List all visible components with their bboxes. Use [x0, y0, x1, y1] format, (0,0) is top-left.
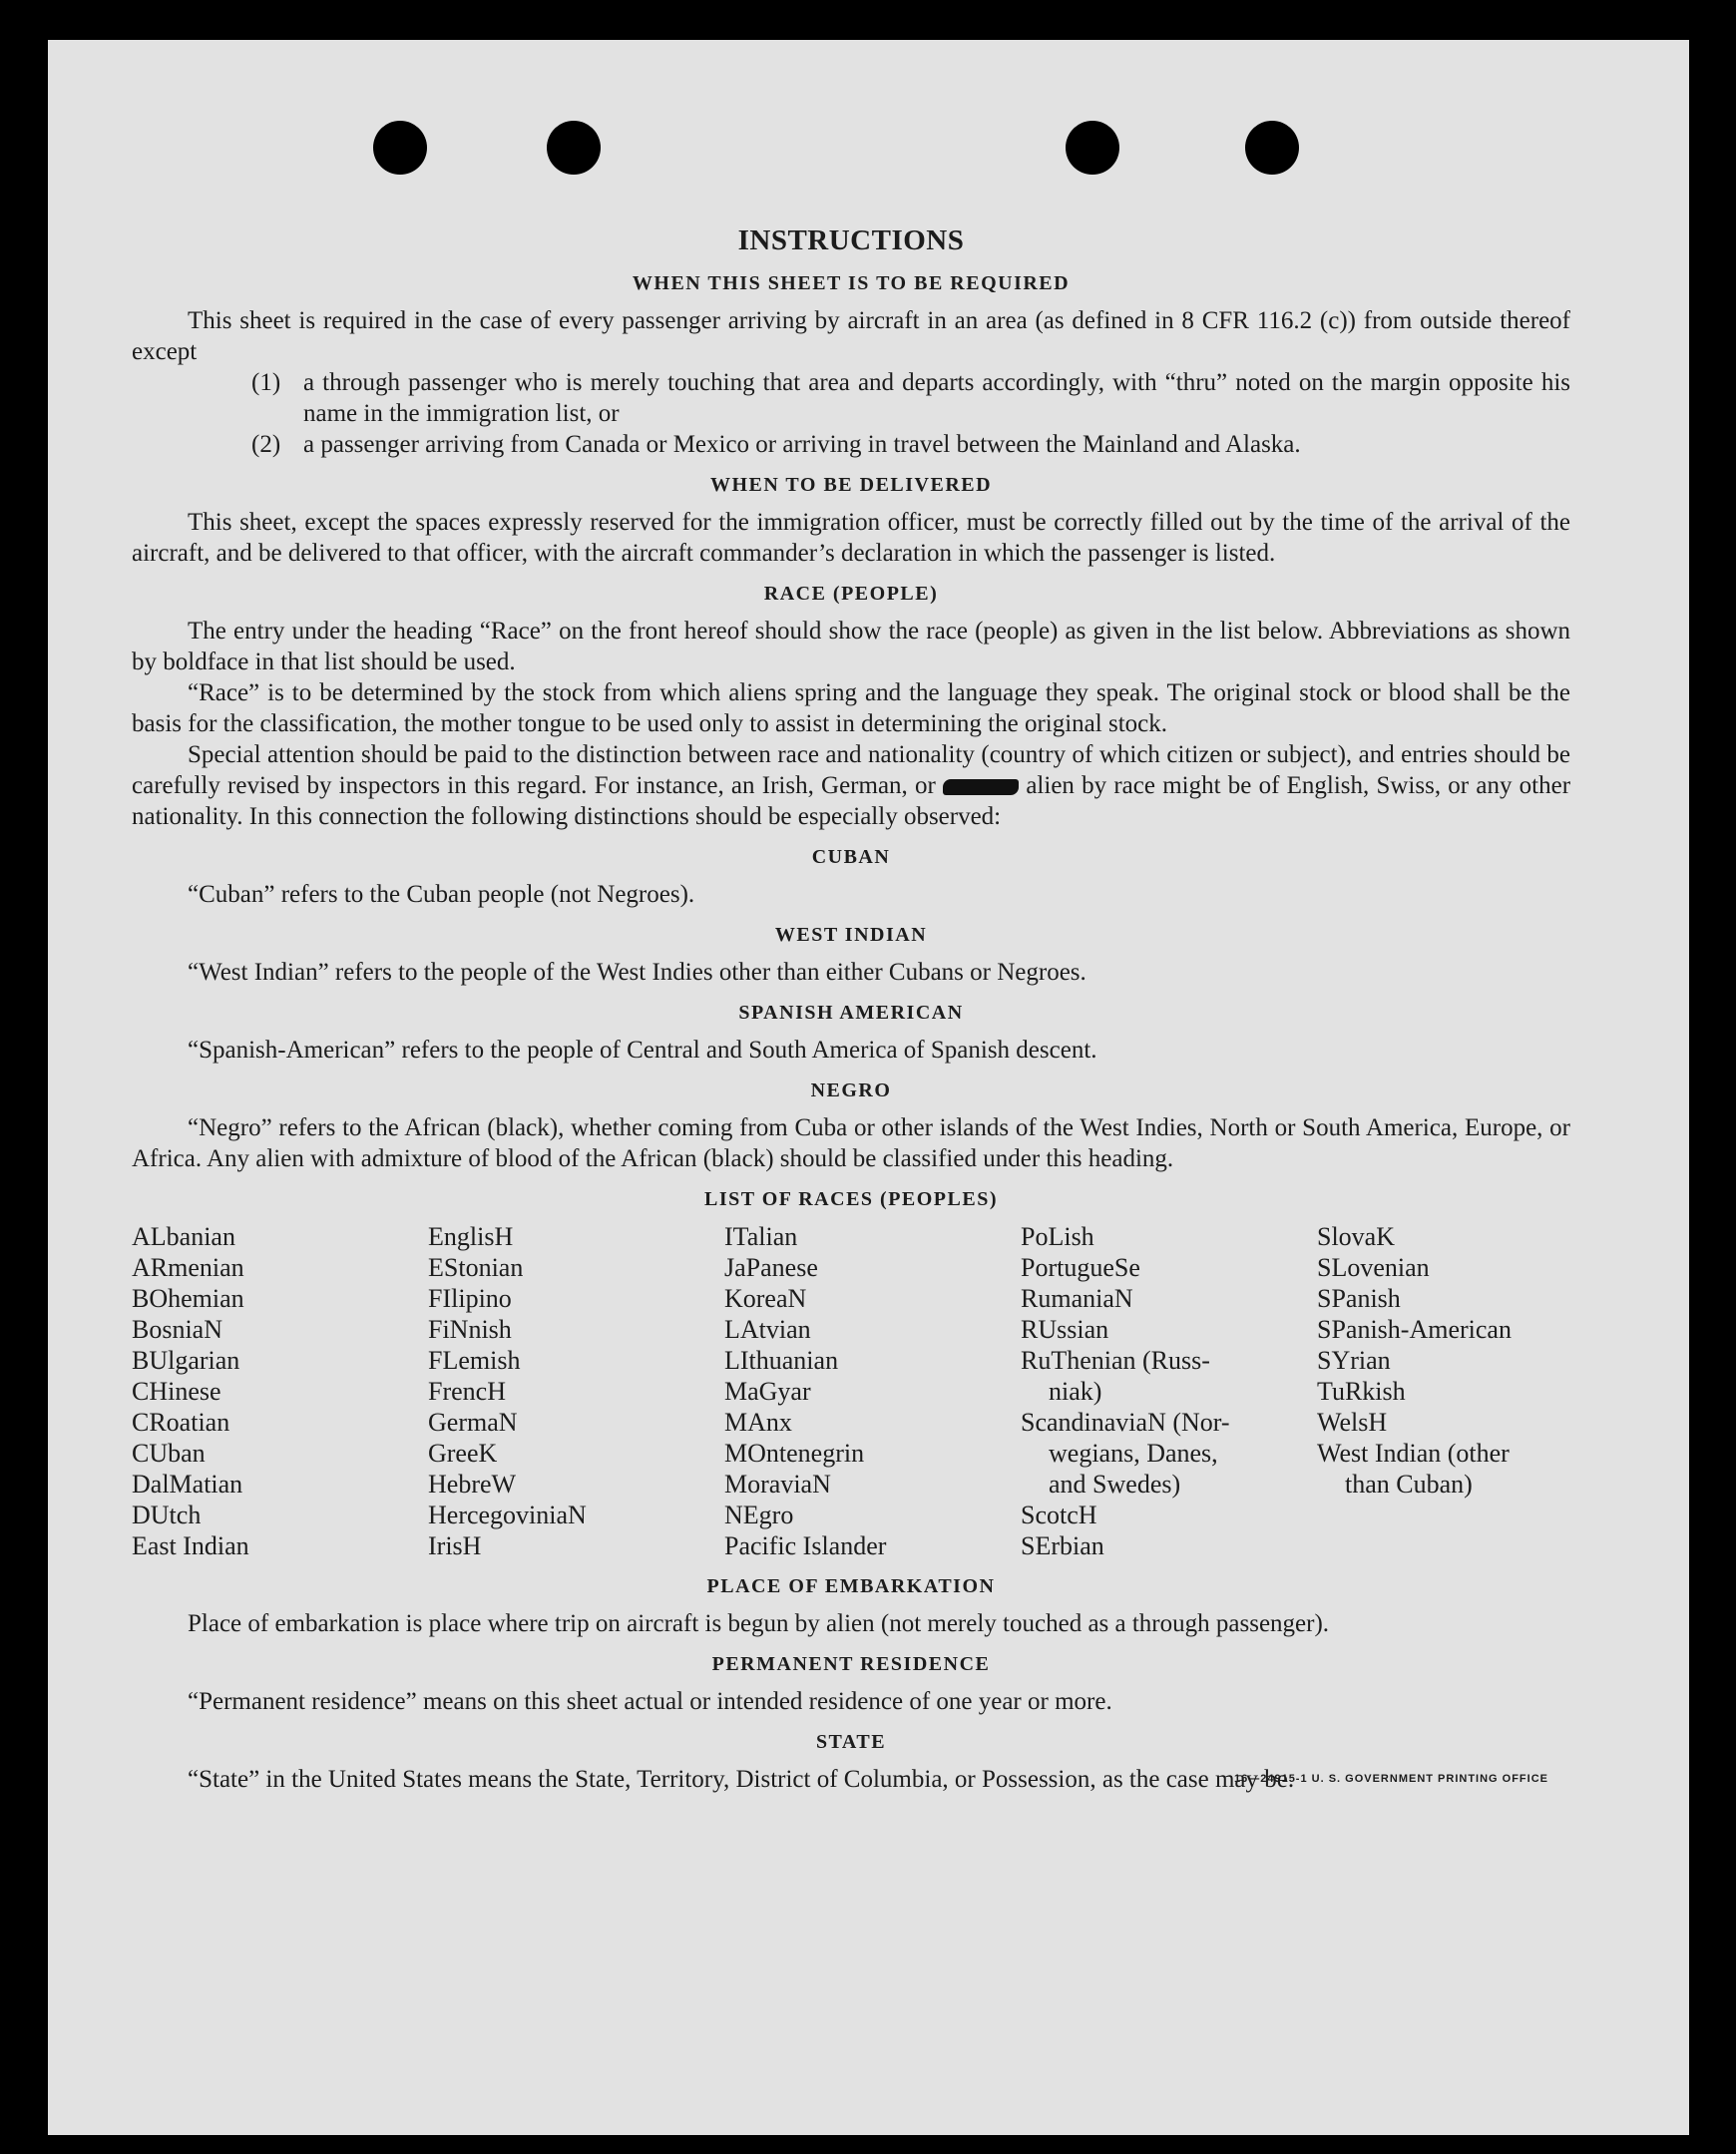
races-column: [428, 1221, 724, 1561]
races-column: [132, 1221, 428, 1561]
race-entry: MAnx: [724, 1408, 792, 1437]
race-entry: KoreaN: [724, 1284, 807, 1313]
race-entry-continued: niak): [1049, 1377, 1102, 1406]
race-paragraph-2: “Race” is to be determined by the stock from which aliens spring and the language they speak. The original stock or blood shall be the basis for the classification, the mother tongue to be used only to assist in determining the original stock.: [132, 679, 1570, 737]
heading-state: STATE: [815, 1731, 887, 1753]
heading-when-delivered: WHEN TO BE DELIVERED: [709, 474, 993, 496]
race-paragraph-3: [132, 739, 1570, 832]
race-entry: HercegoviniaN: [428, 1501, 587, 1529]
race-entry: ITalian: [724, 1222, 798, 1251]
punch-hole: [1066, 121, 1119, 175]
race-paragraph-1: The entry under the heading “Race” on the front hereof should show the race (people) as given in the list below. Abbreviations as shown by boldface in that list should be used.: [132, 618, 1570, 675]
heading-race: RACE (PEOPLE): [763, 583, 939, 605]
race-entry: SPanish-American: [1317, 1315, 1512, 1344]
document-sheet: [48, 40, 1689, 2135]
races-column: [1317, 1221, 1613, 1561]
when-delivered-text: This sheet, except the spaces expressly reserved for the immigration officer, must be correctly filled out by the time of the arrival of the aircraft, and be delivered to that officer, with the aircraft commander’s declaration in which the passenger is listed.: [132, 509, 1570, 567]
heading-permanent-residence: PERMANENT RESIDENCE: [711, 1653, 991, 1675]
embarkation-text: Place of embarkation is place where trip on aircraft is begun by alien (not merely touched as a through passenger).: [188, 1610, 1330, 1637]
race-entry: GermaN: [428, 1408, 518, 1437]
item-number: (2): [251, 431, 281, 458]
race-entry: ScandinaviaN (Nor-: [1021, 1408, 1230, 1437]
race-entry: NEgro: [724, 1501, 794, 1529]
list-item: [132, 429, 1570, 460]
race-entry: WelsH: [1317, 1408, 1388, 1437]
race-entry: SlovaK: [1317, 1222, 1395, 1251]
race-entry: PoLish: [1021, 1222, 1094, 1251]
race-entry: FLemish: [428, 1346, 521, 1375]
race-entry: LAtvian: [724, 1315, 811, 1344]
race-entry: MOntenegrin: [724, 1439, 865, 1468]
race-entry: Pacific Islander: [724, 1531, 887, 1560]
race-entry: GreeK: [428, 1439, 498, 1468]
race-entry: SErbian: [1021, 1531, 1104, 1560]
item-text: a passenger arriving from Canada or Mexico or arriving in travel between the Mainland and Alaska.: [303, 431, 1301, 458]
heading-negro: NEGRO: [810, 1079, 892, 1101]
printer-imprint: 16—24915-1 U. S. GOVERNMENT PRINTING OFFICE: [1233, 1773, 1548, 1785]
cuban-text: “Cuban” refers to the Cuban people (not Negroes).: [188, 881, 695, 908]
race-entry: FIlipino: [428, 1284, 512, 1313]
instructions-text: [132, 225, 1570, 1795]
race-entry: TuRkish: [1317, 1377, 1406, 1406]
residence-text: “Permanent residence” means on this sheet actual or intended residence of one year or more.: [188, 1688, 1112, 1715]
race-entry: BosniaN: [132, 1315, 222, 1344]
race-entry: BUlgarian: [132, 1346, 240, 1375]
heading-when-required: WHEN THIS SHEET IS TO BE REQUIRED: [632, 272, 1071, 294]
race-entry: DUtch: [132, 1501, 202, 1529]
race-entry: BOhemian: [132, 1284, 244, 1313]
race-entry: CUban: [132, 1439, 206, 1468]
race-entry: RumaniaN: [1021, 1284, 1133, 1313]
race-entry: SLovenian: [1317, 1253, 1430, 1282]
race-entry: IrisH: [428, 1531, 482, 1560]
race-entry: ScotcH: [1021, 1501, 1097, 1529]
race-entry: SPanish: [1317, 1284, 1401, 1313]
heading-spanish-american: SPANISH AMERICAN: [738, 1002, 964, 1024]
race-paragraph-3b: alien by race might be of English, Swiss, or any other nationality. In this connection the following distinctions should be especially observed:: [132, 772, 1571, 830]
item-number: (1): [251, 369, 281, 396]
race-entry-continued: than Cuban): [1345, 1470, 1473, 1499]
races-column: [1021, 1221, 1317, 1561]
race-entry: CRoatian: [132, 1408, 230, 1437]
race-entry: ALbanian: [132, 1222, 235, 1251]
west-indian-text: “West Indian” refers to the people of the West Indies other than either Cubans or Negroes.: [188, 959, 1086, 986]
race-entry: FiNnish: [428, 1315, 512, 1344]
race-entry: HebreW: [428, 1470, 517, 1499]
list-item: [132, 367, 1570, 429]
races-column: [724, 1221, 1021, 1561]
race-entry: EnglisH: [428, 1222, 514, 1251]
race-entry: FrencH: [428, 1377, 506, 1406]
negro-text: “Negro” refers to the African (black), whether coming from Cuba or other islands of the West Indies, North or South America, Europe, or Africa. Any alien with admixture of blood of the African (black) should be classified under this heading.: [132, 1114, 1570, 1172]
race-entry: SYrian: [1317, 1346, 1391, 1375]
heading-list-of-races: LIST OF RACES (PEOPLES): [703, 1188, 998, 1210]
heading-west-indian: WEST INDIAN: [774, 924, 928, 946]
item-text: a through passenger who is merely touching that area and departs accordingly, with “thru” noted on the margin opposite his name in the immigration list, or: [303, 369, 1570, 427]
races-list: [132, 1221, 1570, 1561]
race-entry: PortugueSe: [1021, 1253, 1140, 1282]
redaction-mark: [943, 779, 1019, 795]
race-entry: CHinese: [132, 1377, 221, 1406]
heading-cuban: CUBAN: [811, 846, 891, 868]
race-entry: DalMatian: [132, 1470, 243, 1499]
race-entry-continued: and Swedes): [1049, 1470, 1181, 1499]
punch-hole: [373, 121, 427, 175]
punch-hole: [547, 121, 601, 175]
race-entry: LIthuanian: [724, 1346, 839, 1375]
race-entry: MaGyar: [724, 1377, 811, 1406]
race-entry: East Indian: [132, 1531, 249, 1560]
page-title: INSTRUCTIONS: [737, 224, 965, 256]
punch-hole: [1245, 121, 1299, 175]
race-entry: ARmenian: [132, 1253, 244, 1282]
race-entry: JaPanese: [724, 1253, 818, 1282]
race-entry-continued: wegians, Danes,: [1049, 1439, 1218, 1468]
when-required-intro: This sheet is required in the case of every passenger arriving by aircraft in an area (as defined in 8 CFR 116.2 (c)) from outside thereof except: [132, 307, 1570, 365]
race-entry: RUssian: [1021, 1315, 1109, 1344]
state-text: “State” in the United States means the State, Territory, District of Columbia, or Possession, as the case may be.: [188, 1766, 1295, 1793]
race-entry: RuThenian (Russ-: [1021, 1346, 1210, 1375]
race-entry: West Indian (other: [1317, 1439, 1510, 1468]
race-entry: EStonian: [428, 1253, 524, 1282]
spanish-american-text: “Spanish-American” refers to the people of Central and South America of Spanish descent.: [188, 1037, 1097, 1064]
race-entry: MoraviaN: [724, 1470, 831, 1499]
race-paragraph-3a: Special attention should be paid to the distinction between race and nationality (country of which citizen or subject), and entries should be carefully revised by inspectors in this regard. For instance, an Irish, German, or: [132, 741, 1570, 799]
heading-embarkation: PLACE OF EMBARKATION: [706, 1575, 996, 1597]
